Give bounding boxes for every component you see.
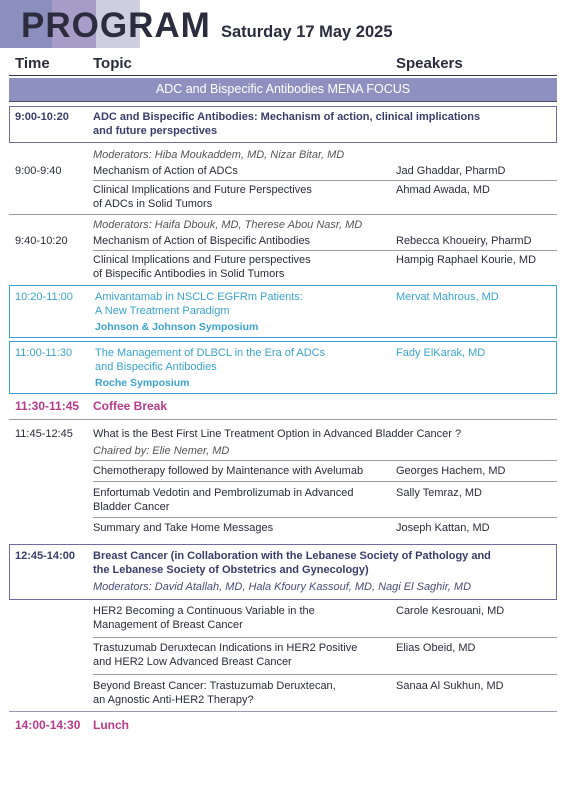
speaker: Jad Ghaddar, PharmD: [396, 165, 506, 177]
col-speakers: Speakers: [396, 55, 463, 72]
talk-title: Mechanism of Action of Bispecific Antibodies: [93, 235, 311, 247]
speaker: Georges Hachem, MD: [396, 465, 506, 477]
break-time: 11:30-11:45: [15, 399, 80, 413]
speaker: Sanaa Al Sukhun, MD: [396, 680, 504, 692]
session-time: 9:00-9:40: [15, 165, 62, 177]
talk-title: Amivantamab in NSCLC EGFRm Patients:: [95, 291, 303, 303]
talk-title: HER2 Becoming a Continuous Variable in the: [93, 605, 315, 617]
session-time: 9:40-10:20: [15, 235, 68, 247]
speaker: Rebecca Khoueiry, PharmD: [396, 235, 532, 247]
talk-title-line2: of ADCs in Solid Tumors: [93, 198, 213, 210]
sponsor-label: Johnson & Johnson Symposium: [95, 321, 259, 333]
col-topic: Topic: [93, 55, 132, 72]
moderators: Moderators: Hiba Moukaddem, MD, Nizar Bitar, MD: [93, 149, 345, 161]
session-divider: [9, 419, 557, 420]
talk-title: Enfortumab Vedotin and Pembrolizumab in Advanced: [93, 487, 354, 499]
talk-title-line2: and Bispecific Antibodies: [95, 361, 217, 373]
talk-title: Trastuzumab Deruxtecan Indications in HER2 Positive: [93, 642, 358, 654]
row-divider: [93, 460, 557, 461]
header-rule: [9, 75, 557, 76]
session-title-line2: and future perspectives: [93, 125, 218, 137]
talk-title: Clinical Implications and Future perspectives: [93, 254, 311, 266]
talk-title: Mechanism of Action of ADCs: [93, 165, 238, 177]
session-title: Breast Cancer (in Collaboration with the Lebanese Society of Pathology and: [93, 550, 491, 562]
row-divider: [93, 250, 557, 251]
col-time: Time: [15, 55, 50, 72]
session-time: 11:00-11:30: [15, 347, 73, 359]
moderators: Moderators: Haifa Dbouk, MD, Therese Abou Nasr, MD: [93, 219, 363, 231]
speaker: Ahmad Awada, MD: [396, 184, 490, 196]
program-date: Saturday 17 May 2025: [221, 23, 393, 41]
row-divider: [93, 674, 557, 675]
session-title-line2: the Lebanese Society of Obstetrics and Gynecology): [93, 564, 369, 576]
session-time: 10:20-11:00: [15, 291, 73, 303]
talk-title-line2: an Agnostic Anti-HER2 Therapy?: [93, 694, 254, 706]
speaker: Fady ElKarak, MD: [396, 347, 486, 359]
speaker: Joseph Kattan, MD: [396, 522, 490, 534]
talk-title: Beyond Breast Cancer: Trastuzumab Deruxtecan,: [93, 680, 336, 692]
speaker: Carole Kesrouani, MD: [396, 605, 505, 617]
session-title: What is the Best First Line Treatment Option in Advanced Bladder Cancer ?: [93, 428, 462, 440]
moderators: Moderators: David Atallah, MD, Hala Kfoury Kassouf, MD, Nagi El Saghir, MD: [93, 581, 472, 593]
talk-title: Summary and Take Home Messages: [93, 522, 274, 534]
talk-title: The Management of DLBCL in the Era of ADCs: [95, 347, 326, 359]
row-divider: [93, 481, 557, 482]
session-divider: [9, 711, 557, 712]
speaker: Elias Obeid, MD: [396, 642, 476, 654]
page-title: PROGRAM: [21, 6, 211, 45]
break-time: 14:00-14:30: [15, 718, 81, 732]
talk-title-line2: A New Treatment Paradigm: [95, 305, 230, 317]
row-divider: [93, 637, 557, 638]
talk-title-line2: Bladder Cancer: [93, 501, 170, 513]
session-band: ADC and Bispecific Antibodies MENA FOCUS: [9, 78, 557, 102]
sponsor-label: Roche Symposium: [95, 377, 190, 389]
speaker: Hampig Raphael Kourie, MD: [396, 254, 537, 266]
talk-title-line2: and HER2 Low Advanced Breast Cancer: [93, 656, 292, 668]
talk-title: Chemotherapy followed by Maintenance with Avelumab: [93, 465, 364, 477]
lunch-label: Lunch: [93, 718, 129, 732]
chair: Chaired by: Elie Nemer, MD: [93, 445, 230, 457]
session-time: 9:00-10:20: [15, 111, 69, 123]
session-time: 12:45-14:00: [15, 550, 75, 562]
talk-title-line2: of Bispecific Antibodies in Solid Tumors: [93, 268, 285, 280]
coffee-break-label: Coffee Break: [93, 399, 168, 413]
speaker: Mervat Mahrous, MD: [396, 291, 499, 303]
session-time: 11:45-12:45: [15, 428, 73, 440]
talk-title: Clinical Implications and Future Perspectives: [93, 184, 312, 196]
session-title: ADC and Bispecific Antibodies: Mechanism of action, clinical implications: [93, 111, 481, 123]
talk-title-line2: Management of Breast Cancer: [93, 619, 243, 631]
speaker: Sally Temraz, MD: [396, 487, 482, 499]
session-divider: [9, 214, 557, 215]
row-divider: [93, 517, 557, 518]
row-divider: [93, 180, 557, 181]
